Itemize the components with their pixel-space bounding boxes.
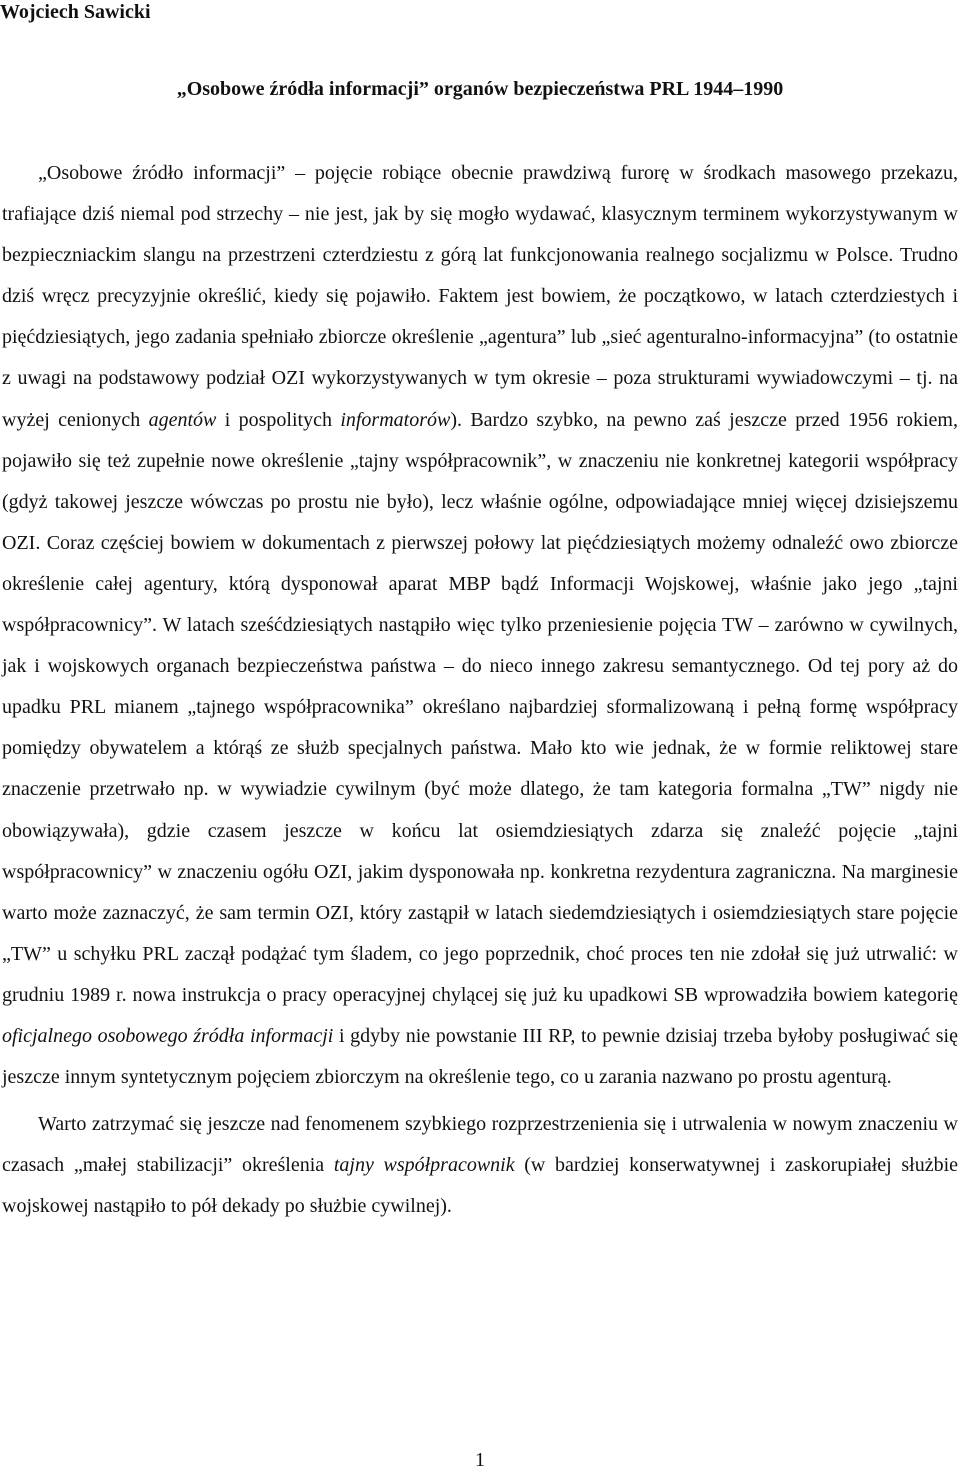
page-number: 1 [475, 1449, 485, 1471]
italic-term: oficjalnego osobowego źródła informacji [2, 1024, 334, 1047]
author-name: Wojciech Sawicki [0, 1, 151, 23]
document-title: „Osobowe źródła informacji” organów bezpieczeństwa PRL 1944–1990 [176, 78, 784, 100]
text-run: ). Bardzo szybko, na pewno zaś jeszcze przed 1956 rokiem, pojawiło się też zupełnie nowe określenie „tajny współpracownik”, w znaczeniu nie konkretnej kategorii współpracy (gdyż takowej jeszcze wówczas po prostu nie było), lecz właśnie ogólne, odpowiadające mniej więcej dzisiejszemu OZI. Coraz częściej bowiem w dokumentach z pierwszej połowy lat pięćdziesiątych możemy odnaleźć owo zbiorcze określenie całej agentury, którą dysponował aparat MBP bądź Informacji Wojskowej, właśnie jako jego „tajni współpracownicy”. W latach sześćdziesiątych nastąpiło więc tylko przeniesienie pojęcia TW – zarówno w cywilnych, jak i wojskowych organach bezpieczeństwa państwa – do nieco innego zakresu semantycznego. Od tej pory aż do upadku PRL mianem „tajnego współpracownika” określano najbardziej sformalizowaną i pełną formę współpracy pomiędzy obywatelem a którąś ze służb specjalnych państwa. Mało kto wie jednak, że w formie reliktowej stare znaczenie przetrwało np. w wywiadzie cywilnym (być może dlatego, że tam kategoria formalna „TW” nigdy nie obowiązywała), gdzie czasem jeszcze w końcu lat osiemdziesiątych zdarza się znaleźć pojęcie „tajni współpracownicy” w znaczeniu ogółu OZI, jakim dysponowała np. konkretna rezydentura zagraniczna. Na marginesie warto może zaznaczyć, że sam termin OZI, który zastąpił w latach siedemdziesiątych i osiemdziesiątych stare pojęcie „TW” u schyłku PRL zaczął podążać tym śladem, co jego poprzednik, choć proces ten nie zdołał się już utrwalić: w grudniu 1989 r. nowa instrukcja o pracy operacyjnej chylącej się już ku upadkowi SB wprowadziła bowiem kategorię [2, 408, 958, 1006]
italic-term: informatorów [340, 408, 451, 431]
text-run: (w bardziej konserwatywnej i zaskorupiałej służbie wojskowej nastąpiło to pół dekady po służbie cywilnej). [2, 1154, 958, 1218]
paragraph-1 [2, 153, 958, 1098]
text-run: Warto zatrzymać się jeszcze nad fenomenem szybkiego rozprzestrzenienia się i utrwalenia w nowym znaczeniu w czasach „małej stabilizacji” określenia [2, 1113, 958, 1177]
document-body [2, 153, 958, 1227]
italic-term: agentów [148, 408, 217, 431]
text-run: i pospolitych [216, 408, 341, 431]
paragraph-2 [2, 1104, 958, 1227]
text-run: i gdyby nie powstanie III RP, to pewnie dzisiaj trzeba byłoby posługiwać się jeszcze innym syntetycznym pojęciem zbiorczym na określenie tego, co u zarania nazwano po prostu agenturą. [2, 1024, 958, 1089]
text-run: „Osobowe źródło informacji” – pojęcie robiące obecnie prawdziwą furorę w środkach masowego przekazu, trafiające dziś niemal pod strzechy – nie jest, jak by się mogło wydawać, klasycznym terminem wykorzystywanym w bezpieczniackim slangu na przestrzeni czterdziestu z górą lat funkcjonowania realnego socjalizmu w Polsce. Trudno dziś wręcz precyzyjnie określić, kiedy się pojawiło. Faktem jest bowiem, że początkowo, w latach czterdziestych i pięćdziesiątych, jego zadania spełniało zbiorcze określenie „agentura” lub „sieć agenturalno-informacyjna” (to ostatnie z uwagi na podstawowy podział OZI wykorzystywanych w tym okresie – poza strukturami wywiadowczymi – tj. na wyżej cenionych [2, 162, 958, 431]
italic-term: tajny współpracownik [333, 1154, 515, 1177]
